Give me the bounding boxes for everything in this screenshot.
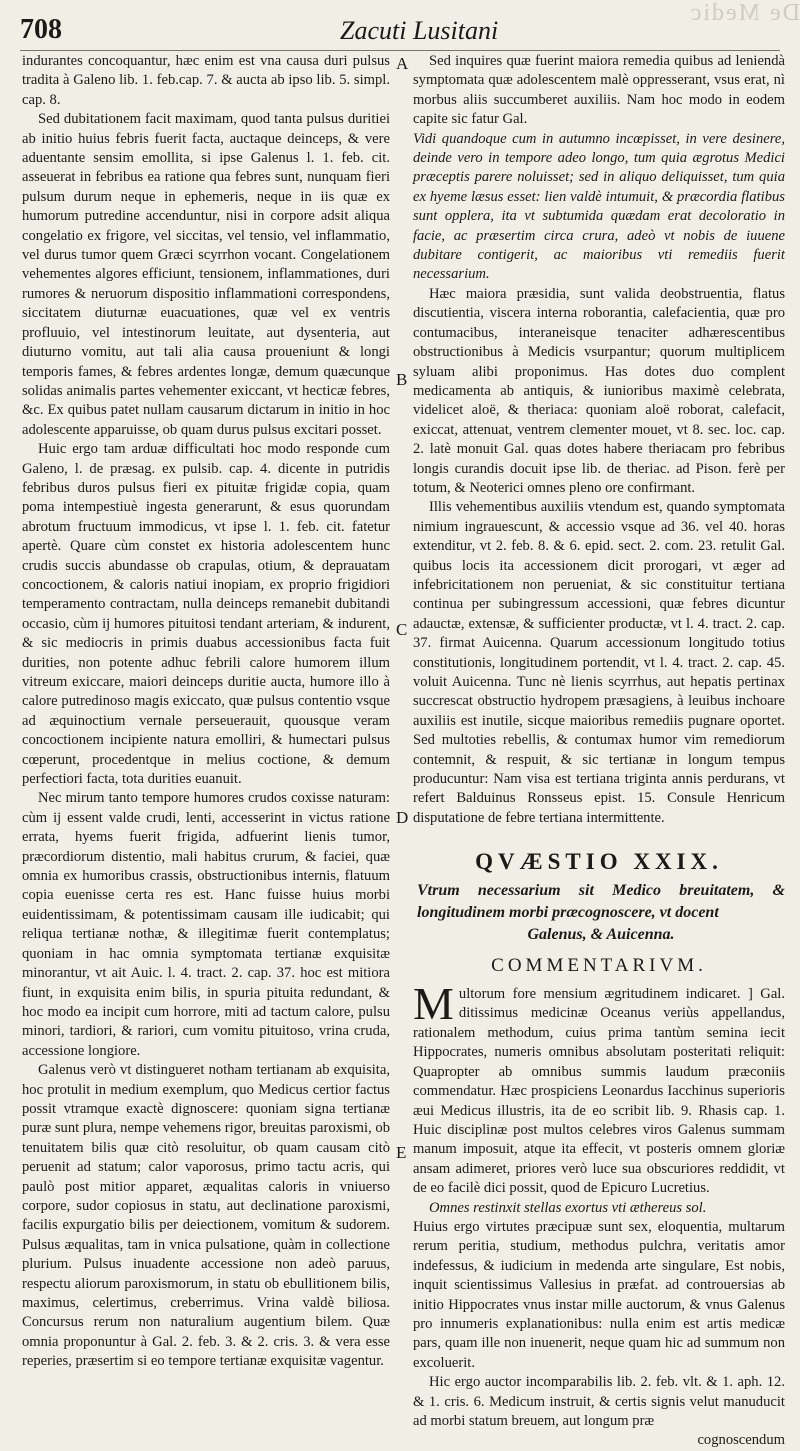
right-column bbox=[413, 52, 785, 1451]
margin-letter-c: C bbox=[396, 620, 408, 639]
paragraph: Illis vehementibus auxiliis vtendum est, quando symptomata nimium ingrauescunt, & accessio vsque ad 36. vel 40. horas extenditur, vt 2. feb. 8. & 6. epid. sect. 2. com. 23. retulit Gal. quibus locis ita accessionem dicit prorogari, vt æger ad infebricitationem non perueniat, & sic constituitur tertiana continua per subingressum accessioni, quæ febres dicuntur adauctæ, extensæ, & sufficienter productæ, vt l. 4. tract. 2. cap. 37. firmat Auicenna. Quarum accessionum longitudo totius constitutionis, longitudinem portendit, vt l. 4. tract. 2. cap. 45. voluit Auicenna. Tunc nè lienis scyrrhus, aut hepatis pertinax succrescat obstructio hydropem præsagiens, à leuibus inchoare auxiliis est inutile, sicque maioribus remediis pugnare oportet. Sed multoties rebellis, & contumax humor vim remediorum contemnit, & respuit, & sic tertianæ in longum tempus producuntur: Nam visa est tertiana triginta annis perdurans, vt refert Balduinus Ronsseus epist. 15. Consule Henricum disputatione de febre tertiana intermittente. bbox=[413, 499, 785, 826]
paragraph: Huius ergo virtutes præcipuæ sunt sex, eloquentia, multarum rerum peritia, studium, methodus pulchra, veritatis amor indefessus, & iudicium in medenda arte singulare, Est nobis, inquit scientissimus Vallesius in præfat. ad controuersias ab initio Hippocrates vnus instar mille auctorum, & vnus Galenus pro innumeris explanationibus: nulla enim est artis medicæ pars, quam ille non inuenerit, neque quam hic ad summum non excoluerit. bbox=[413, 1218, 785, 1371]
left-column bbox=[22, 52, 390, 1372]
commentary-text: ultorum fore mensium ægritudinem indicaret. ] Gal. ditissimus medicinæ Oceanus veriùs appellandus, rationalem methodum, cuius prima tantùm semina iecit Hippocrates, numeris omnibus absolutam posteritati reliquit: Quapropter ab omnibus summis laudum præconiis commendatur. Hæc prospiciens Leonardus Iacchinus superioris æui Medicus illustris, ita de eo scribit lib. 9. Rhasis cap. 1. Huic disciplinæ post multos celebres viros Galenus summam manum imposuit, atque ita effecit, vt posteris omnem gloriæ ansam adimeret, priores verò luce sua obscuriores reddidit, vt de eo facilè dici possit, quod de Epicuro Lucretius. bbox=[413, 986, 785, 1197]
margin-letter-e: E bbox=[396, 1143, 407, 1162]
margin-letter-d: D bbox=[396, 808, 409, 827]
quotation: Vidi quandoque cum in autumno incœpisset, in vere desinere, deinde vero in tempore adeo longo, tum quia ægrotus Medici præceptis parere noluisset; sed in aliquo deliquisset, tum quia ex hyeme læsus esset: lien valdè intumuit, & præcordia flatibus sunt opplera, ita vt subtumida quædam erat decoloratio in facie, ac præsertim circa crura, adeò vt nobis de iuuene dubitare contigerit, ac maioribus vti remediis fuerit necessarium. bbox=[413, 130, 785, 283]
paragraph: Huic ergo tam arduæ difficultati hoc modo responde cum Galeno, l. de præsag. ex pulsib. cap. 4. dicente in putridis febribus duros pulsus fieri ex pituitæ frigidæ copia, quam poma intempestiuè ingesta generarunt, & esus quorundam abrotum fructuum immodicus, vt ipse l. 1. feb. cit. fatetur apertè. Quare cùm constet ex historia adolescentem hunc crudis succis abundasse ob crapulas, otium, & deprauatam concoctionem, & caloris natiui inopiam, ex proprio frigidiori temperamento contractam, nulla deinceps remanebit dubitandi occasio, cùm ij humores pituitosi tendant arteriam, & indurent, & sic mediocris in primis duabus accessionibus facta fuit durities, non potente adhuc febrili calore humorem illum vitreum exiccare, maiori deinceps duritie aucta, humore illo à calore putredinoso magis exiccato, quæ pulsus contentio vsque ad æquinoctium vernale perseuerauit, quousque veram concoctionem incipiente natura emolliri, & humectari pulsus cœperunt, procedentque in melius coctione, & demum perfectiori facta, tota durities euanuit. bbox=[22, 441, 390, 788]
catchword: cognoscendum bbox=[697, 1432, 785, 1449]
page-header bbox=[20, 14, 780, 54]
paragraph: Sed dubitationem facit maximam, quod tanta pulsus duritiei ab initio huius febris fuerit facta, auctaque deinceps, & vere aduentante sensim emollita, si ipse Galenus l. 1. feb. cit. asseuerat in febribus ea ratione qua febres sunt, nunquam fieri pulsum durum neque in ephemeris, neque in iis quæ ex humorum putredine accenduntur, nisi in corpore adsit aliqua congelatio ex frigore, vel siccitas, vel tensio, vel inflammatio, vel durus tumor quem Græci scyrrhon vocant. Congelationem vehementes algores efficiunt, tensionem, inflammationes, duri rumores & neruorum dispositio inflammationi correspondens, siccitatem diuturnæ euacuationes, quæ vel ex ventris profluuio, vel intestinorum leuitate, aut dysenteria, aut diuturno vomitu, aut tali alia causa proueniunt & longi temporis fames, & febres ardentes longæ, demum quæcunque solidas animalis partes vehementer exiccant, vt hecticæ febres, &c. Ex quibus patet nullam causarum dictarum in initio in hoc adolescente apparuisse, ob quam durus pulsus excitari posset. bbox=[22, 111, 390, 438]
paragraph: indurantes concoquantur, hæc enim est vna causa duri pulsus tradita à Galeno lib. 1. feb.cap. 7. & aucta ab ipso lib. 5. simpl. cap. 8. bbox=[22, 53, 390, 108]
running-title: Zacuti Lusitani bbox=[340, 16, 499, 45]
paragraph: Sed inquires quæ fuerint maiora remedia quibus ad leniendà symptomata quæ adolescentem malè oppresserant, vsus erat, nì morbus aliis succumberet auxiliis. Nam hoc modo in eodem capite sic fatur Gal. bbox=[413, 53, 785, 128]
margin-letter-a: A bbox=[396, 54, 409, 73]
paragraph: Galenus verò vt distingueret notham tertianam ab exquisita, hoc protulit in medium exemplum, quo Medicus certior factus possit vtramque exactè dignoscere: quoniam signa tertianæ puræ sunt plura, nempe vehemens rigor, breuitas paroxismi, ob tenuitatem bilis quæ citò resoluitur, ob quam causam citò peruenit ad statum; calor vaporosus, primo tactu acris, qui paulò post mitior apparet, æqualitas caloris in vniuerso corpore, sudor copiosus in statu, aut declinatione paroxismi, facilis expurgatio bilis per deiectionem, vomitum & sudorem. Pulsus æqualitas, tam in vnica pulsatione, quàm in collectione plurium. Pulsus inuadente accessione non adeò paruus, respectu aliorum paroxismorum, in statu ob ebullitionem bilis, maximus, celertimus, creberrimus. Vrina valdè biliosa. Concursus rerum non naturalium augentium bilem. Quæ omnia proponuntur à Gal. 2. feb. 3. & 2. cris. 3. & vera esse reperies, præsertim si eo tempore tertianæ exquisitæ vagentur. bbox=[22, 1062, 390, 1370]
paragraph: Nec mirum tanto tempore humores crudos coxisse naturam: cùm ij essent valde crudi, lenti, accesserint in victus ratione errata, hyems fuerit frigida, adfuerint lienis tumor, præcordiorum distentio, mali habitus crurum, & faciei, quæ omnia ex humoribus crassis, obstructionibus internis, flatuum copia euenisse certa res est. Hanc fuisse huius morbi euidentissimam, & potentissimam causam ille iudicabit; qui reliqua tertianæ nothæ, & illegitimæ fuerit contemplatus; quoniam in hac omnia symptomata tertianæ exquisitæ minorantur, vt ait Auic. l. 4. tract. 2. cap. 37. hoc est mitiora fiunt, in exquisita enim bilis, in spuria pituita redundant, & hoc modo ea incipit cum horrore, miti ad tactum calore, pulsu minori, tardiori, & rariori, cum vomitu pituitoso, vrina cruda, accessione longiore. bbox=[22, 790, 390, 1059]
paragraph: Hic ergo auctor incomparabilis lib. 2. feb. vlt. & 1. aph. 12. & 1. cris. 6. Medicum instruit, & certis signis velut manuducit ad morbi statum breuem, aut longum præ bbox=[413, 1374, 785, 1429]
bleed-through-text: De Medic bbox=[688, 0, 800, 26]
question-title-line: Vtrum necessarium sit Medico breuitatem, & longitudinem morbi præcognoscere, vt docent bbox=[417, 881, 785, 921]
margin-letter-b: B bbox=[396, 370, 408, 389]
question-title bbox=[413, 880, 785, 946]
commentary-heading: COMMENTARIVM. bbox=[491, 954, 707, 976]
paragraph: Hæc maiora præsidia, sunt valida deobstruentia, flatus discutientia, viscera interna roborantia, calefacientia, quæ pro contumacibus, interaneisque tenaciter adhærescentibus obstructionibus à Medicis vsurpantur; quorum multiplicem syluam alibi proponimus. Has dotes duo complent medicamenta ab antiquis, & iunioribus maximè celebrata, videlicet aloë, & theriaca: quoniam aloë roborat, calefacit, exiccat, attenuat, ventrem clementer mouet, vt 8. sec. loc. cap. 2. latè monuit Gal. quas dotes habere theriacam pro febribus longis curandis docuit ipse lib. de theriac. ad Pison. ferè per totum, & Neoterici omnes pleno ore confirmant. bbox=[413, 285, 785, 496]
question-title-line: Galenus, & Auicenna. bbox=[527, 925, 675, 943]
header-rule bbox=[20, 50, 780, 51]
verse-quotation: Omnes restinxit stellas exortus vti æthereus sol. bbox=[429, 1199, 707, 1216]
page-number: 708 bbox=[20, 14, 62, 45]
question-heading: QVÆSTIO XXIX. bbox=[475, 849, 723, 875]
drop-cap: M bbox=[413, 978, 454, 1030]
commentary-paragraph bbox=[413, 978, 785, 1198]
